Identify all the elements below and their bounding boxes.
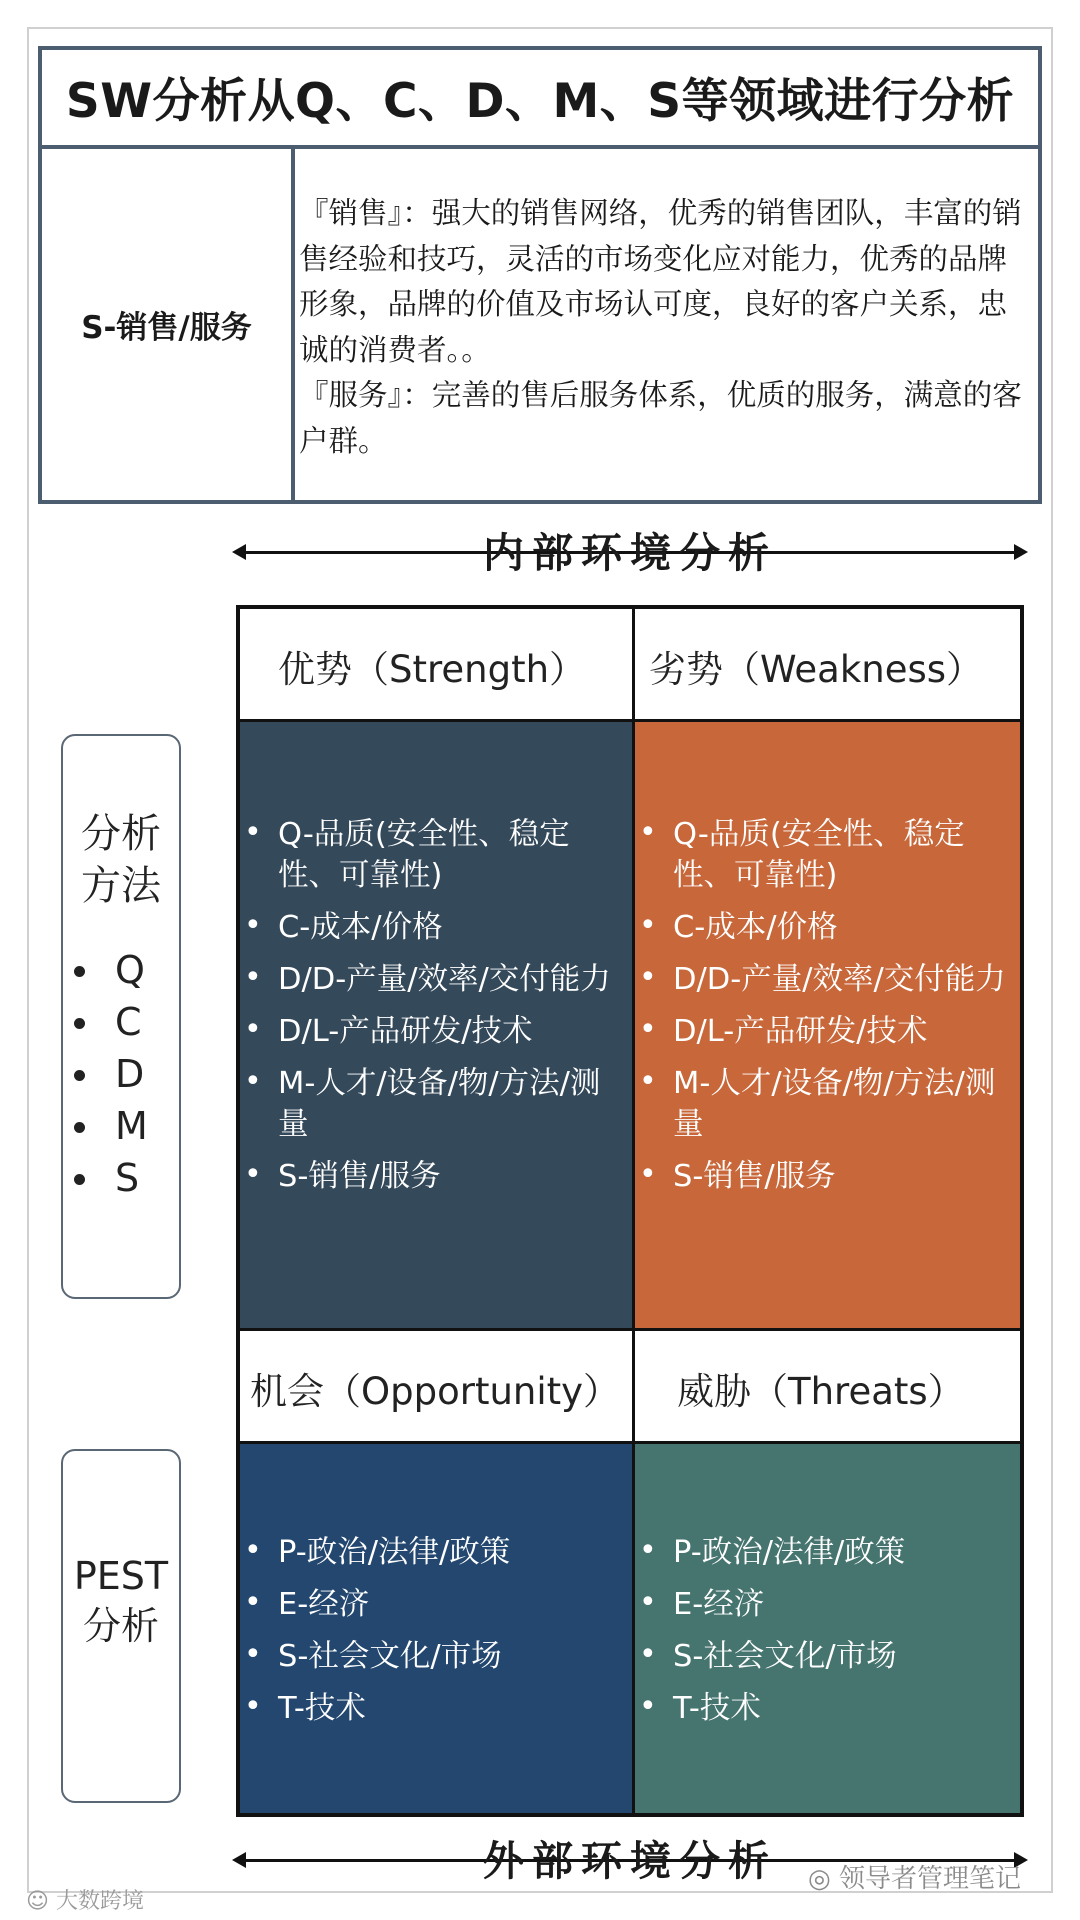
weakness-list (635, 814, 1012, 1197)
watermark-left-text: 大数跨境 (55, 1889, 144, 1914)
definition-table (38, 46, 1042, 504)
opportunity-item: • P-政治/法律/政策 (240, 1532, 624, 1573)
wechat-icon: ◎ (808, 1864, 831, 1894)
weakness-item: • C-成本/价格 (635, 907, 1012, 948)
arrow-left-icon (232, 544, 246, 560)
opportunity-cell (240, 1444, 632, 1813)
opportunity-item: • E-经济 (240, 1584, 624, 1625)
method-item: S (63, 1152, 179, 1204)
weakness-item: • Q-品质(安全性、稳定性、可靠性) (635, 814, 1012, 896)
external-axis-label: 外部环境分析 (483, 1837, 777, 1885)
definition-label: S-销售/服务 (42, 149, 295, 500)
grid-divider (240, 1441, 1020, 1444)
opportunity-item: • T-技术 (240, 1688, 624, 1729)
grid-divider (240, 719, 1020, 722)
internal-axis-label: 内部环境分析 (483, 529, 777, 577)
strength-item: • Q-品质(安全性、稳定性、可靠性) (240, 814, 624, 896)
swot-matrix (236, 605, 1024, 1817)
method-item: Q (63, 944, 179, 996)
threats-item: • E-经济 (635, 1584, 1012, 1625)
weakness-item: • S-销售/服务 (635, 1156, 1012, 1197)
threats-header: 威胁（Threats） (635, 1331, 1020, 1444)
pest-sidebox (61, 1449, 181, 1803)
strength-item: • C-成本/价格 (240, 907, 624, 948)
watermark-right-text: 领导者管理笔记 (838, 1864, 1021, 1894)
definition-paragraph-sales: 『销售』：强大的销售网络，优秀的销售团队，丰富的销售经验和技巧，灵活的市场变化应对能力，优秀的品牌形象，品牌的价值及市场认可度，良好的客户关系，忠诚的消费者。。 (299, 196, 1022, 367)
strength-cell (240, 722, 632, 1329)
weakness-item: • D/D-产量/效率/交付能力 (635, 959, 1012, 1000)
weakness-item: • M-人才/设备/物/方法/测量 (635, 1063, 1012, 1145)
strength-item: • D/D-产量/效率/交付能力 (240, 959, 624, 1000)
method-item: D (63, 1048, 179, 1100)
threats-list (635, 1532, 1012, 1729)
definition-paragraph-service: 『服务』：完善的售后服务体系，优质的服务，满意的客户群。 (299, 378, 1022, 458)
grid-divider (240, 1328, 1020, 1331)
threats-item: • S-社会文化/市场 (635, 1636, 1012, 1677)
method-item: C (63, 996, 179, 1048)
grid-divider-vertical (632, 609, 635, 1813)
watermark-right (808, 1858, 1021, 1895)
method-item: M (63, 1100, 179, 1152)
strength-item: • D/L-产品研发/技术 (240, 1011, 624, 1052)
threats-item: • P-政治/法律/政策 (635, 1532, 1012, 1573)
strength-list (240, 814, 624, 1197)
threats-cell (635, 1444, 1020, 1813)
weakness-item: • D/L-产品研发/技术 (635, 1011, 1012, 1052)
watermark-logo-icon: ☺ (26, 1889, 49, 1914)
strength-item: • M-人才/设备/物/方法/测量 (240, 1063, 624, 1145)
method-title: 分析方法 (81, 811, 161, 909)
opportunity-list (240, 1532, 624, 1729)
definition-text (295, 149, 1038, 500)
weakness-header: 劣势（Weakness） (635, 609, 1020, 722)
strength-header: 优势（Strength） (240, 609, 632, 722)
arrow-right-icon (1014, 544, 1028, 560)
opportunity-header: 机会（Opportunity） (240, 1331, 632, 1444)
pest-title: PEST分析 (73, 1554, 169, 1648)
weakness-cell (635, 722, 1020, 1329)
opportunity-item: • S-社会文化/市场 (240, 1636, 624, 1677)
method-list (63, 944, 179, 1204)
method-sidebox (61, 734, 181, 1299)
watermark-left (26, 1884, 144, 1915)
threats-item: • T-技术 (635, 1688, 1012, 1729)
internal-axis (236, 528, 1024, 578)
definition-title: SW分析从Q、C、D、M、S等领域进行分析 (42, 50, 1038, 149)
strength-item: • S-销售/服务 (240, 1156, 624, 1197)
arrow-left-icon (232, 1852, 246, 1868)
